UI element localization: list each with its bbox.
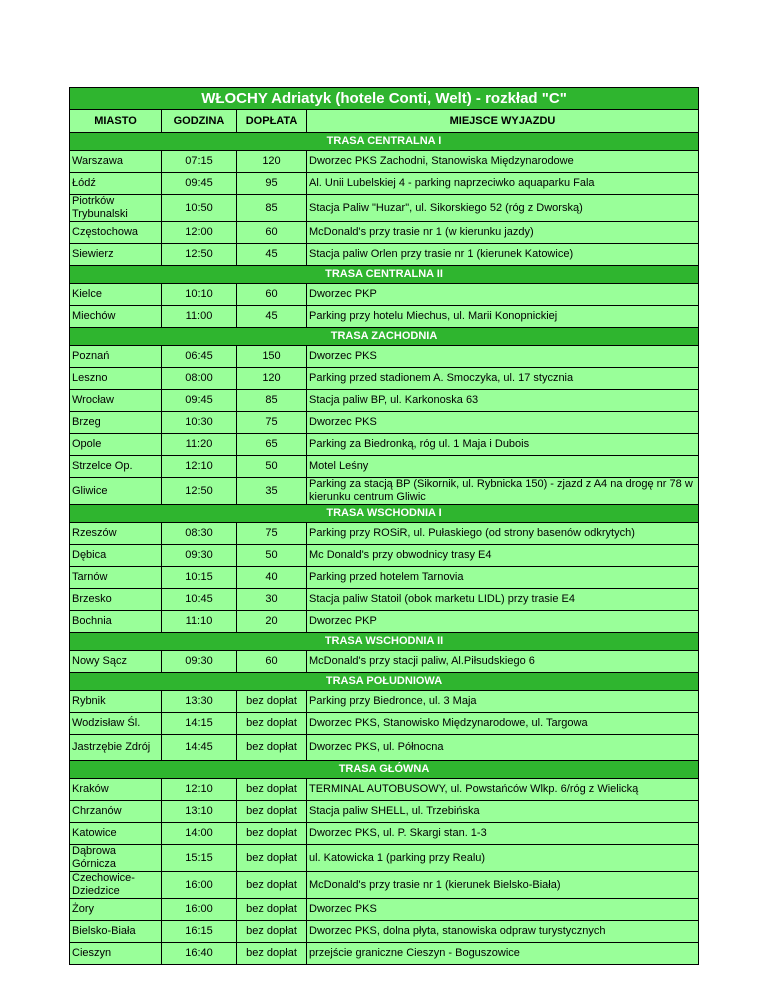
departure-place-cell: Stacja paliw BP, ul. Karkonoska 63: [307, 390, 699, 412]
table-row: [70, 899, 699, 921]
departure-place-cell: Dworzec PKP: [307, 611, 699, 633]
table-row: [70, 589, 699, 611]
table-row: [70, 222, 699, 244]
departure-place-cell: Parking przed hotelem Tarnovia: [307, 567, 699, 589]
city-cell: Opole: [70, 434, 162, 456]
table-row: [70, 545, 699, 567]
table-row: [70, 779, 699, 801]
table-row: [70, 567, 699, 589]
table-row: [70, 151, 699, 173]
time-cell: 16:40: [162, 943, 237, 965]
surcharge-cell: bez dopłat: [237, 779, 307, 801]
surcharge-cell: bez dopłat: [237, 921, 307, 943]
schedule-table: [69, 87, 699, 965]
surcharge-cell: 40: [237, 567, 307, 589]
time-cell: 06:45: [162, 346, 237, 368]
city-cell: Rzeszów: [70, 523, 162, 545]
surcharge-cell: 20: [237, 611, 307, 633]
section-header-row: [70, 673, 699, 691]
time-cell: 14:00: [162, 823, 237, 845]
departure-place-cell: ul. Katowicka 1 (parking przy Realu): [307, 845, 699, 872]
city-cell: Cieszyn: [70, 943, 162, 965]
departure-place-cell: Parking przy ROSiR, ul. Pułaskiego (od strony basenów odkrytych): [307, 523, 699, 545]
departure-place-cell: Motel Leśny: [307, 456, 699, 478]
city-cell: Żory: [70, 899, 162, 921]
schedule-title: WŁOCHY Adriatyk (hotele Conti, Welt) - rozkład "C": [70, 88, 699, 110]
table-row: [70, 306, 699, 328]
time-cell: 07:15: [162, 151, 237, 173]
table-row: [70, 244, 699, 266]
surcharge-cell: 45: [237, 244, 307, 266]
time-cell: 12:50: [162, 478, 237, 505]
table-row: [70, 823, 699, 845]
section-header-row: [70, 505, 699, 523]
time-cell: 09:30: [162, 545, 237, 567]
surcharge-cell: bez dopłat: [237, 943, 307, 965]
section-title: TRASA POŁUDNIOWA: [70, 673, 699, 691]
city-cell: Rybnik: [70, 691, 162, 713]
surcharge-cell: bez dopłat: [237, 872, 307, 899]
time-cell: 12:10: [162, 779, 237, 801]
city-cell: Tarnów: [70, 567, 162, 589]
section-header-row: [70, 133, 699, 151]
table-row: [70, 173, 699, 195]
city-cell: Dębica: [70, 545, 162, 567]
city-cell: Piotrków Trybunalski: [70, 195, 162, 222]
section-header-row: [70, 761, 699, 779]
surcharge-cell: 120: [237, 368, 307, 390]
city-cell: Częstochowa: [70, 222, 162, 244]
city-cell: Strzelce Op.: [70, 456, 162, 478]
section-title: TRASA WSCHODNIA II: [70, 633, 699, 651]
time-cell: 08:30: [162, 523, 237, 545]
departure-place-cell: Parking przy hotelu Miechus, ul. Marii Konopnickiej: [307, 306, 699, 328]
city-cell: Leszno: [70, 368, 162, 390]
table-row: [70, 872, 699, 899]
city-cell: Bochnia: [70, 611, 162, 633]
city-cell: Wrocław: [70, 390, 162, 412]
surcharge-cell: bez dopłat: [237, 713, 307, 735]
city-cell: Bielsko-Biała: [70, 921, 162, 943]
city-cell: Kielce: [70, 284, 162, 306]
time-cell: 09:30: [162, 651, 237, 673]
table-row: [70, 735, 699, 761]
time-cell: 11:20: [162, 434, 237, 456]
surcharge-cell: 35: [237, 478, 307, 505]
departure-place-cell: Parking przy Biedronce, ul. 3 Maja: [307, 691, 699, 713]
surcharge-cell: bez dopłat: [237, 899, 307, 921]
departure-place-cell: Mc Donald's przy obwodnicy trasy E4: [307, 545, 699, 567]
table-row: [70, 434, 699, 456]
departure-place-cell: Stacja paliw Statoil (obok marketu LIDL) przy trasie E4: [307, 589, 699, 611]
time-cell: 10:10: [162, 284, 237, 306]
time-cell: 10:30: [162, 412, 237, 434]
surcharge-cell: 85: [237, 195, 307, 222]
section-header-row: [70, 633, 699, 651]
time-cell: 09:45: [162, 173, 237, 195]
table-row: [70, 611, 699, 633]
time-cell: 11:10: [162, 611, 237, 633]
departure-place-cell: Dworzec PKS, ul. Północna: [307, 735, 699, 761]
time-cell: 12:50: [162, 244, 237, 266]
departure-place-cell: Dworzec PKS, ul. P. Skargi stan. 1-3: [307, 823, 699, 845]
surcharge-cell: 85: [237, 390, 307, 412]
departure-place-cell: TERMINAL AUTOBUSOWY, ul. Powstańców Wlkp. 6/róg z Wielicką: [307, 779, 699, 801]
city-cell: Warszawa: [70, 151, 162, 173]
time-cell: 13:30: [162, 691, 237, 713]
surcharge-cell: bez dopłat: [237, 845, 307, 872]
table-row: [70, 845, 699, 872]
table-row: [70, 284, 699, 306]
surcharge-cell: 30: [237, 589, 307, 611]
time-cell: 16:00: [162, 899, 237, 921]
table-row: [70, 346, 699, 368]
surcharge-cell: 75: [237, 412, 307, 434]
departure-place-cell: Dworzec PKP: [307, 284, 699, 306]
surcharge-cell: 120: [237, 151, 307, 173]
table-row: [70, 523, 699, 545]
section-title: TRASA WSCHODNIA I: [70, 505, 699, 523]
header-departure-place: MIEJSCE WYJAZDU: [307, 110, 699, 133]
departure-place-cell: Dworzec PKS: [307, 346, 699, 368]
surcharge-cell: bez dopłat: [237, 691, 307, 713]
section-header-row: [70, 328, 699, 346]
surcharge-cell: bez dopłat: [237, 801, 307, 823]
departure-place-cell: Stacja Paliw "Huzar", ul. Sikorskiego 52 (róg z Dworską): [307, 195, 699, 222]
city-cell: Jastrzębie Zdrój: [70, 735, 162, 761]
surcharge-cell: 60: [237, 222, 307, 244]
city-cell: Poznań: [70, 346, 162, 368]
time-cell: 14:45: [162, 735, 237, 761]
city-cell: Łódź: [70, 173, 162, 195]
table-row: [70, 478, 699, 505]
city-cell: Gliwice: [70, 478, 162, 505]
departure-place-cell: Stacja paliw Orlen przy trasie nr 1 (kierunek Katowice): [307, 244, 699, 266]
table-row: [70, 651, 699, 673]
table-row: [70, 921, 699, 943]
section-title: TRASA ZACHODNIA: [70, 328, 699, 346]
header-surcharge: DOPŁATA: [237, 110, 307, 133]
departure-place-cell: Dworzec PKS, Stanowisko Międzynarodowe, ul. Targowa: [307, 713, 699, 735]
surcharge-cell: 95: [237, 173, 307, 195]
header-city: MIASTO: [70, 110, 162, 133]
departure-place-cell: Parking za Biedronką, róg ul. 1 Maja i Dubois: [307, 434, 699, 456]
time-cell: 12:00: [162, 222, 237, 244]
table-row: [70, 801, 699, 823]
time-cell: 10:45: [162, 589, 237, 611]
table-row: [70, 943, 699, 965]
city-cell: Brzeg: [70, 412, 162, 434]
surcharge-cell: 65: [237, 434, 307, 456]
departure-place-cell: McDonald's przy trasie nr 1 (w kierunku jazdy): [307, 222, 699, 244]
city-cell: Siewierz: [70, 244, 162, 266]
departure-place-cell: Stacja paliw SHELL, ul. Trzebińska: [307, 801, 699, 823]
time-cell: 14:15: [162, 713, 237, 735]
surcharge-cell: 50: [237, 545, 307, 567]
city-cell: Wodzisław Śl.: [70, 713, 162, 735]
schedule-body: [70, 133, 699, 965]
time-cell: 11:00: [162, 306, 237, 328]
table-row: [70, 456, 699, 478]
table-row: [70, 412, 699, 434]
surcharge-cell: 60: [237, 651, 307, 673]
section-header-row: [70, 266, 699, 284]
city-cell: Dąbrowa Górnicza: [70, 845, 162, 872]
surcharge-cell: 150: [237, 346, 307, 368]
table-row: [70, 691, 699, 713]
city-cell: Kraków: [70, 779, 162, 801]
section-title: TRASA CENTRALNA I: [70, 133, 699, 151]
departure-place-cell: Al. Unii Lubelskiej 4 - parking naprzeciwko aquaparku Fala: [307, 173, 699, 195]
city-cell: Czechowice-Dziedzice: [70, 872, 162, 899]
section-title: TRASA GŁÓWNA: [70, 761, 699, 779]
departure-place-cell: McDonald's przy trasie nr 1 (kierunek Bielsko-Biała): [307, 872, 699, 899]
city-cell: Katowice: [70, 823, 162, 845]
time-cell: 10:50: [162, 195, 237, 222]
surcharge-cell: 50: [237, 456, 307, 478]
table-row: [70, 195, 699, 222]
city-cell: Brzesko: [70, 589, 162, 611]
surcharge-cell: 45: [237, 306, 307, 328]
time-cell: 08:00: [162, 368, 237, 390]
time-cell: 16:15: [162, 921, 237, 943]
time-cell: 10:15: [162, 567, 237, 589]
time-cell: 15:15: [162, 845, 237, 872]
section-title: TRASA CENTRALNA II: [70, 266, 699, 284]
time-cell: 16:00: [162, 872, 237, 899]
table-row: [70, 368, 699, 390]
time-cell: 13:10: [162, 801, 237, 823]
departure-place-cell: McDonald's przy stacji paliw, Al.Piłsudskiego 6: [307, 651, 699, 673]
time-cell: 09:45: [162, 390, 237, 412]
surcharge-cell: bez dopłat: [237, 823, 307, 845]
departure-place-cell: Parking za stacją BP (Sikornik, ul. Rybnicka 150) - zjazd z A4 na drogę nr 78 w kierunku centrum Gliwic: [307, 478, 699, 505]
city-cell: Miechów: [70, 306, 162, 328]
departure-place-cell: Dworzec PKS: [307, 412, 699, 434]
city-cell: Chrzanów: [70, 801, 162, 823]
departure-place-cell: przejście graniczne Cieszyn - Boguszowice: [307, 943, 699, 965]
departure-place-cell: Dworzec PKS, dolna płyta, stanowiska odpraw turystycznych: [307, 921, 699, 943]
table-row: [70, 390, 699, 412]
city-cell: Nowy Sącz: [70, 651, 162, 673]
table-row: [70, 713, 699, 735]
surcharge-cell: 60: [237, 284, 307, 306]
surcharge-cell: bez dopłat: [237, 735, 307, 761]
time-cell: 12:10: [162, 456, 237, 478]
departure-place-cell: Parking przed stadionem A. Smoczyka, ul. 17 stycznia: [307, 368, 699, 390]
header-time: GODZINA: [162, 110, 237, 133]
surcharge-cell: 75: [237, 523, 307, 545]
departure-place-cell: Dworzec PKS Zachodni, Stanowiska Międzynarodowe: [307, 151, 699, 173]
departure-place-cell: Dworzec PKS: [307, 899, 699, 921]
